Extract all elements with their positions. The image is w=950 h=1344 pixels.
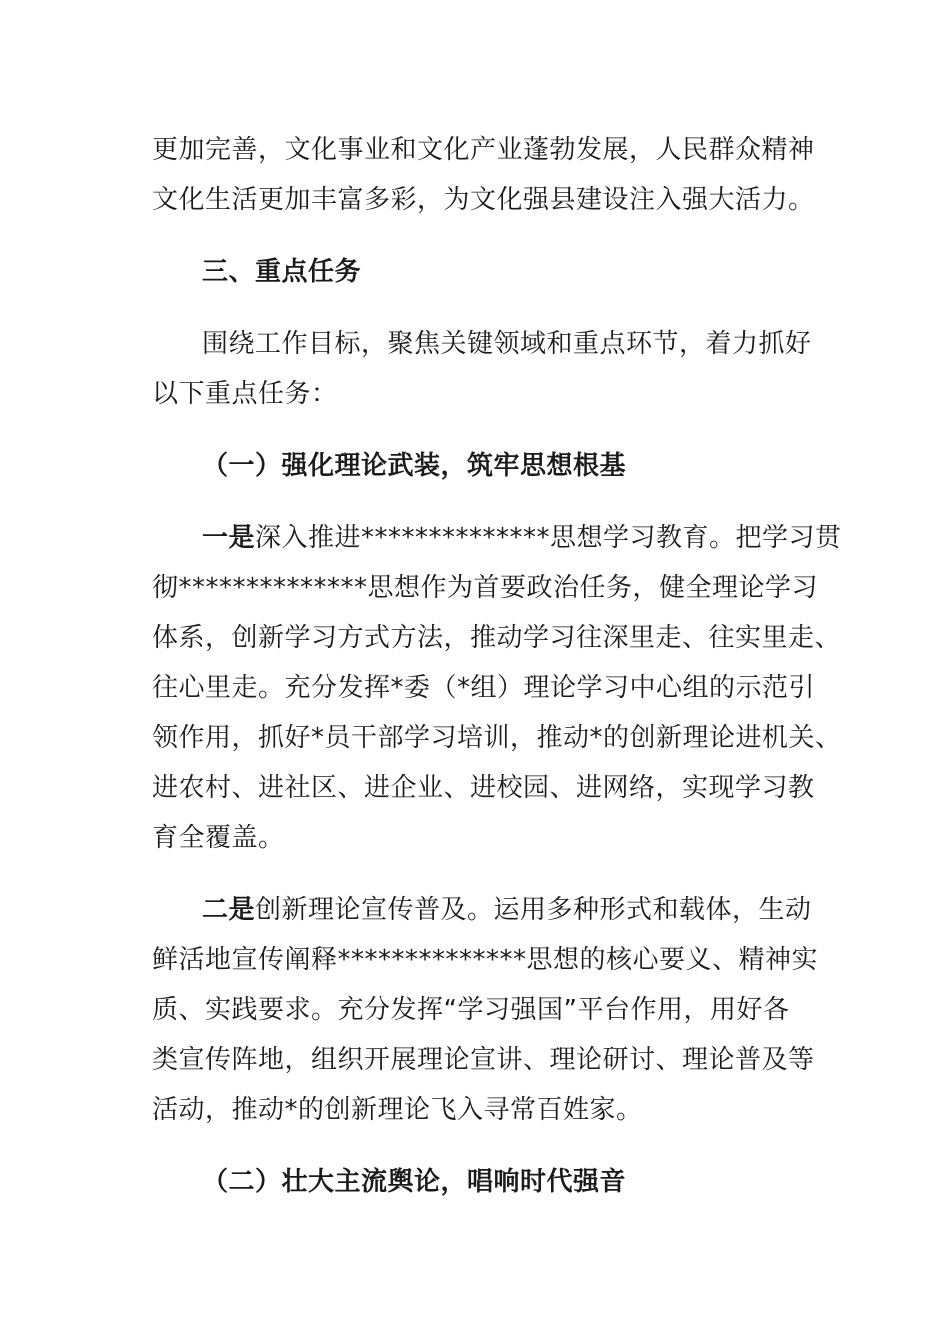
item1-line: 育全覆盖。: [152, 823, 285, 853]
item1-first-line-text: 深入推进**************思想学习教育。把学习贯: [255, 523, 842, 553]
item1-line: 彻**************思想作为首要政治任务，健全理论学习: [152, 573, 819, 603]
item2-line: 鲜活地宣传阐释**************思想的核心要义、精神实: [152, 945, 819, 975]
item1-line: 进农村、进社区、进企业、进校园、进网络，实现学习教: [152, 773, 815, 803]
item2-first-line-text: 创新理论宣传普及。运用多种形式和载体，生动: [255, 895, 812, 925]
item1-first-line: [202, 520, 842, 556]
item1-lead: 一是: [202, 523, 256, 553]
intro-line-2: 文化生活更加丰富多彩，为文化强县建设注入强大活力。: [152, 185, 815, 215]
intro-line-1: 更加完善，文化事业和文化产业蓬勃发展，人民群众精神: [152, 135, 815, 165]
subsection-heading-1: （一）强化理论武装，筑牢思想根基: [202, 451, 627, 481]
item2-line: 质、实践要求。充分发挥“学习强国”平台作用，用好各: [152, 995, 790, 1025]
item1-line: 领作用，抓好*员干部学习培训，推动*的创新理论进机关、: [152, 723, 842, 753]
item2-line: 活动，推动*的创新理论飞入寻常百姓家。: [152, 1095, 643, 1125]
item1-line: 体系，创新学习方式方法，推动学习往深里走、往实里走、: [152, 623, 842, 653]
subsection-heading-2: （二）壮大主流舆论，唱响时代强音: [202, 1167, 627, 1197]
item2-line: 类宣传阵地，组织开展理论宣讲、理论研讨、理论普及等: [152, 1045, 815, 1075]
section-intro-line-1: 围绕工作目标，聚焦关键领域和重点环节，着力抓好: [202, 329, 812, 359]
section-heading: 三、重点任务: [202, 257, 362, 287]
section-intro-line-2: 以下重点任务：: [152, 379, 338, 409]
item2-first-line: [202, 892, 812, 928]
item2-lead: 二是: [202, 895, 256, 925]
item1-line: 往心里走。充分发挥*委（*组）理论学习中心组的示范引: [152, 673, 816, 703]
